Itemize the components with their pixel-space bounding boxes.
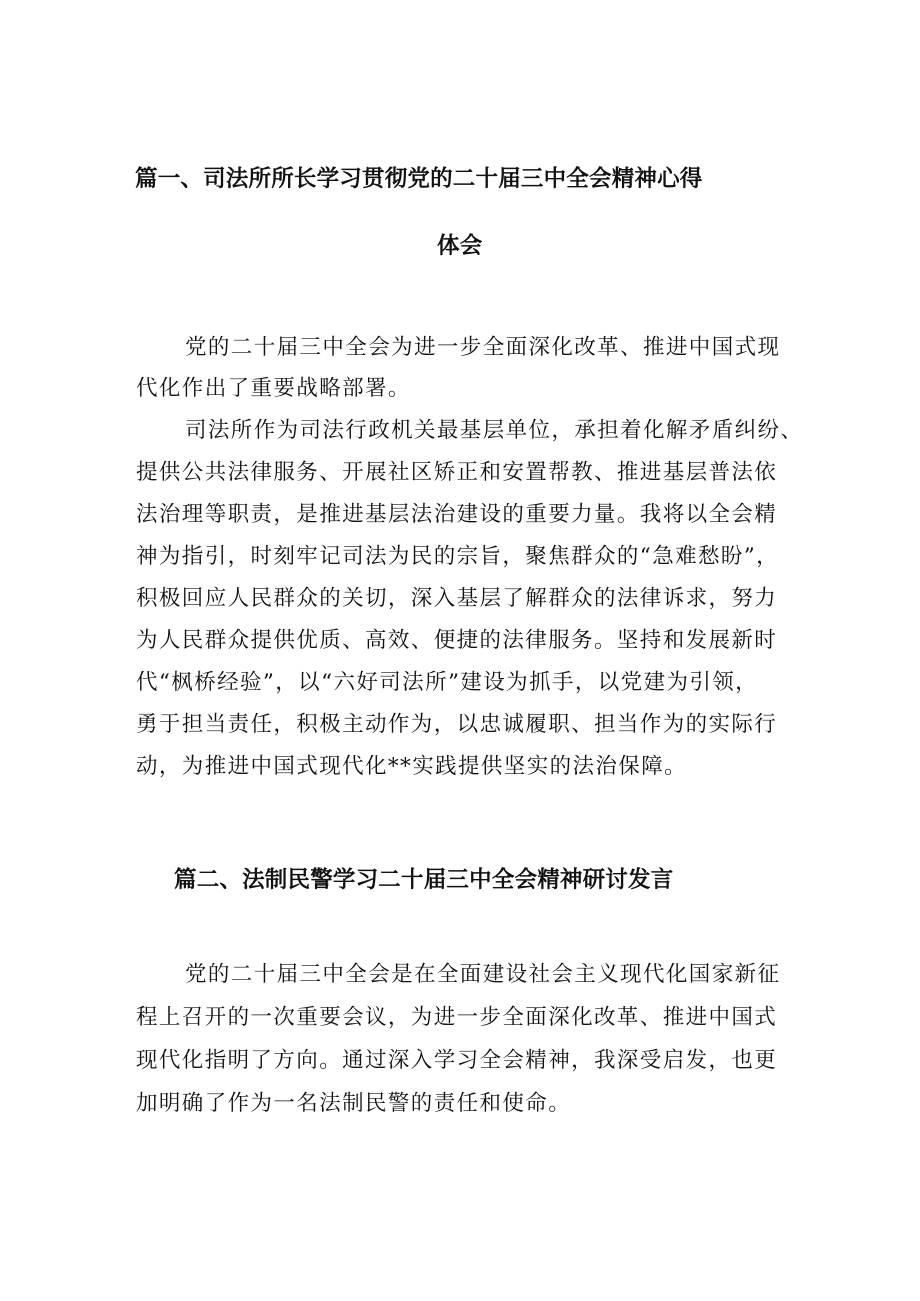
paragraph-line: 法治理等职责，是推进基层法治建设的重要力量。我将以全会精 [136, 502, 778, 527]
section1-title-line1: 篇一、司法所所长学习贯彻党的二十届三中全会精神心得 [135, 166, 703, 192]
paragraph-line: 党的二十届三中全会是在全面建设社会主义现代化国家新征 [185, 962, 781, 987]
paragraph-line: 积极回应人民群众的关切，深入基层了解群众的法律诉求，努力 [136, 586, 778, 611]
paragraph-line: 神为指引，时刻牢记司法为民的宗旨，聚焦群众的“急难愁盼”， [136, 544, 780, 569]
paragraph-line: 勇于担当责任，积极主动作为，以忠诚履职、担当作为的实际行 [136, 712, 778, 737]
paragraph-line: 加明确了作为一名法制民警的责任和使命。 [136, 1091, 572, 1116]
paragraph-line: 提供公共法律服务、开展社区矫正和安置帮教、推进基层普法依 [136, 460, 778, 485]
paragraph-line: 代“枫桥经验”，以“六好司法所”建设为抓手，以党建为引领， [136, 670, 759, 695]
paragraph-line: 现代化指明了方向。通过深入学习全会精神，我深受启发，也更 [136, 1048, 778, 1073]
section1-title-line2: 体会 [437, 233, 483, 259]
paragraph-line: 程上召开的一次重要会议，为进一步全面深化改革、推进中国式 [136, 1005, 778, 1030]
paragraph-line: 司法所作为司法行政机关最基层单位，承担着化解矛盾纠纷、 [185, 418, 804, 443]
paragraph-line: 党的二十届三中全会为进一步全面深化改革、推进中国式现 [185, 335, 781, 360]
paragraph-line: 动，为推进中国式现代化**实践提供坚实的法治保障。 [136, 754, 688, 779]
paragraph-line: 代化作出了重要战略部署。 [136, 376, 411, 401]
paragraph-line: 为人民群众提供优质、高效、便捷的法律服务。坚持和发展新时 [136, 628, 778, 653]
section2-title: 篇二、法制民警学习二十届三中全会精神研讨发言 [174, 867, 674, 893]
